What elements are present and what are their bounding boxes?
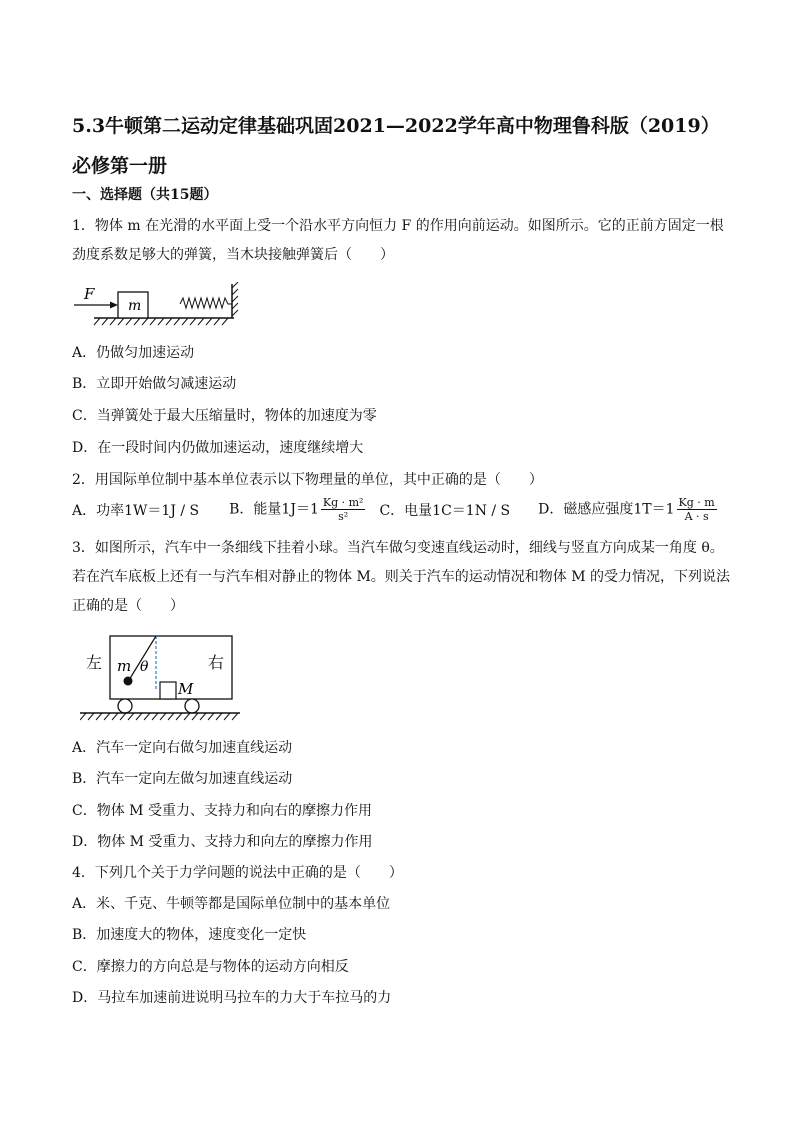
q2-option-b-prefix: B．能量1J＝1 [229,501,319,518]
fraction-numerator: Kg · m² [322,496,364,509]
q2-option-b-fraction [321,496,366,523]
q4-option-b[interactable]: B．加速度大的物体，速度变化一定快 [72,927,307,943]
block-label: M [178,680,194,698]
q2-option-c[interactable]: C．电量1C＝1N / S [379,502,511,519]
angle-label: θ [140,659,149,675]
q4-option-c[interactable]: C．摩擦力的方向总是与物体的运动方向相反 [72,959,349,975]
question-3-stem: 3．如图所示，汽车中一条细线下挂着小球。当汽车做匀变速直线运动时，细线与竖直方向成某一角度 θ。若在汽车底板上还有一与汽车相对静止的物体 M。则关于汽车的运动情况和物体 M 的受力情况，下列说法正确的是（ ） [72,540,731,614]
document-title: 5.3牛顿第二运动定律基础巩固2021—2022学年高中物理鲁科版（2019）必修第一册 [72,115,720,177]
q3-option-d[interactable]: D．物体 M 受重力、支持力和向左的摩擦力作用 [72,834,373,850]
section-heading: 一、选择题（共15题） [72,187,218,203]
q4-option-d[interactable]: D．马拉车加速前进说明马拉车的力大于车拉马的力 [72,990,392,1006]
q1-option-b[interactable]: B．立即开始做匀减速运动 [72,376,237,392]
q3-option-a[interactable]: A．汽车一定向右做匀加速直线运动 [72,740,293,756]
direction-left-label: 左 [86,653,103,672]
q2-option-a[interactable]: A．功率1W＝1J / S [72,502,200,519]
ball-mass-label: m [117,657,132,675]
car-pendulum-figure [80,630,250,722]
question-4-stem: 4．下列几个关于力学问题的说法中正确的是（ ） [72,865,403,881]
q1-option-a[interactable]: A．仍做匀加速运动 [72,345,195,361]
question-1-stem: 1．物体 m 在光滑的水平面上受一个沿水平方向恒力 F 的作用向前运动。如图所示。它的正前方固定一根劲度系数足够大的弹簧，当木块接触弹簧后（ ） [72,218,724,263]
force-label: F [84,285,95,303]
fraction-denominator: A · s [684,510,709,523]
fraction-denominator: s² [338,510,349,523]
block-mass-label: m [128,298,142,314]
q2-option-d-fraction [677,496,717,523]
q2-option-d[interactable] [538,496,719,523]
q1-option-c[interactable]: C．当弹簧处于最大压缩量时，物体的加速度为零 [72,408,377,424]
spring-block-figure [72,282,242,328]
q4-option-a[interactable]: A．米、千克、牛顿等都是国际单位制中的基本单位 [72,896,391,912]
q3-option-b[interactable]: B．汽车一定向左做匀加速直线运动 [72,771,293,787]
direction-right-label: 右 [208,653,225,672]
q2-option-d-prefix: D．磁感应强度1T＝1 [538,501,675,518]
q1-option-d[interactable]: D．在一段时间内仍做加速运动，速度继续增大 [72,440,364,456]
q2-options-row [72,496,719,523]
q2-option-b[interactable] [229,496,367,523]
question-2-stem: 2．用国际单位制中基本单位表示以下物理量的单位，其中正确的是（ ） [72,472,543,488]
fraction-numerator: Kg · m [678,496,715,509]
q3-option-c[interactable]: C．物体 M 受重力、支持力和向右的摩擦力作用 [72,803,372,819]
